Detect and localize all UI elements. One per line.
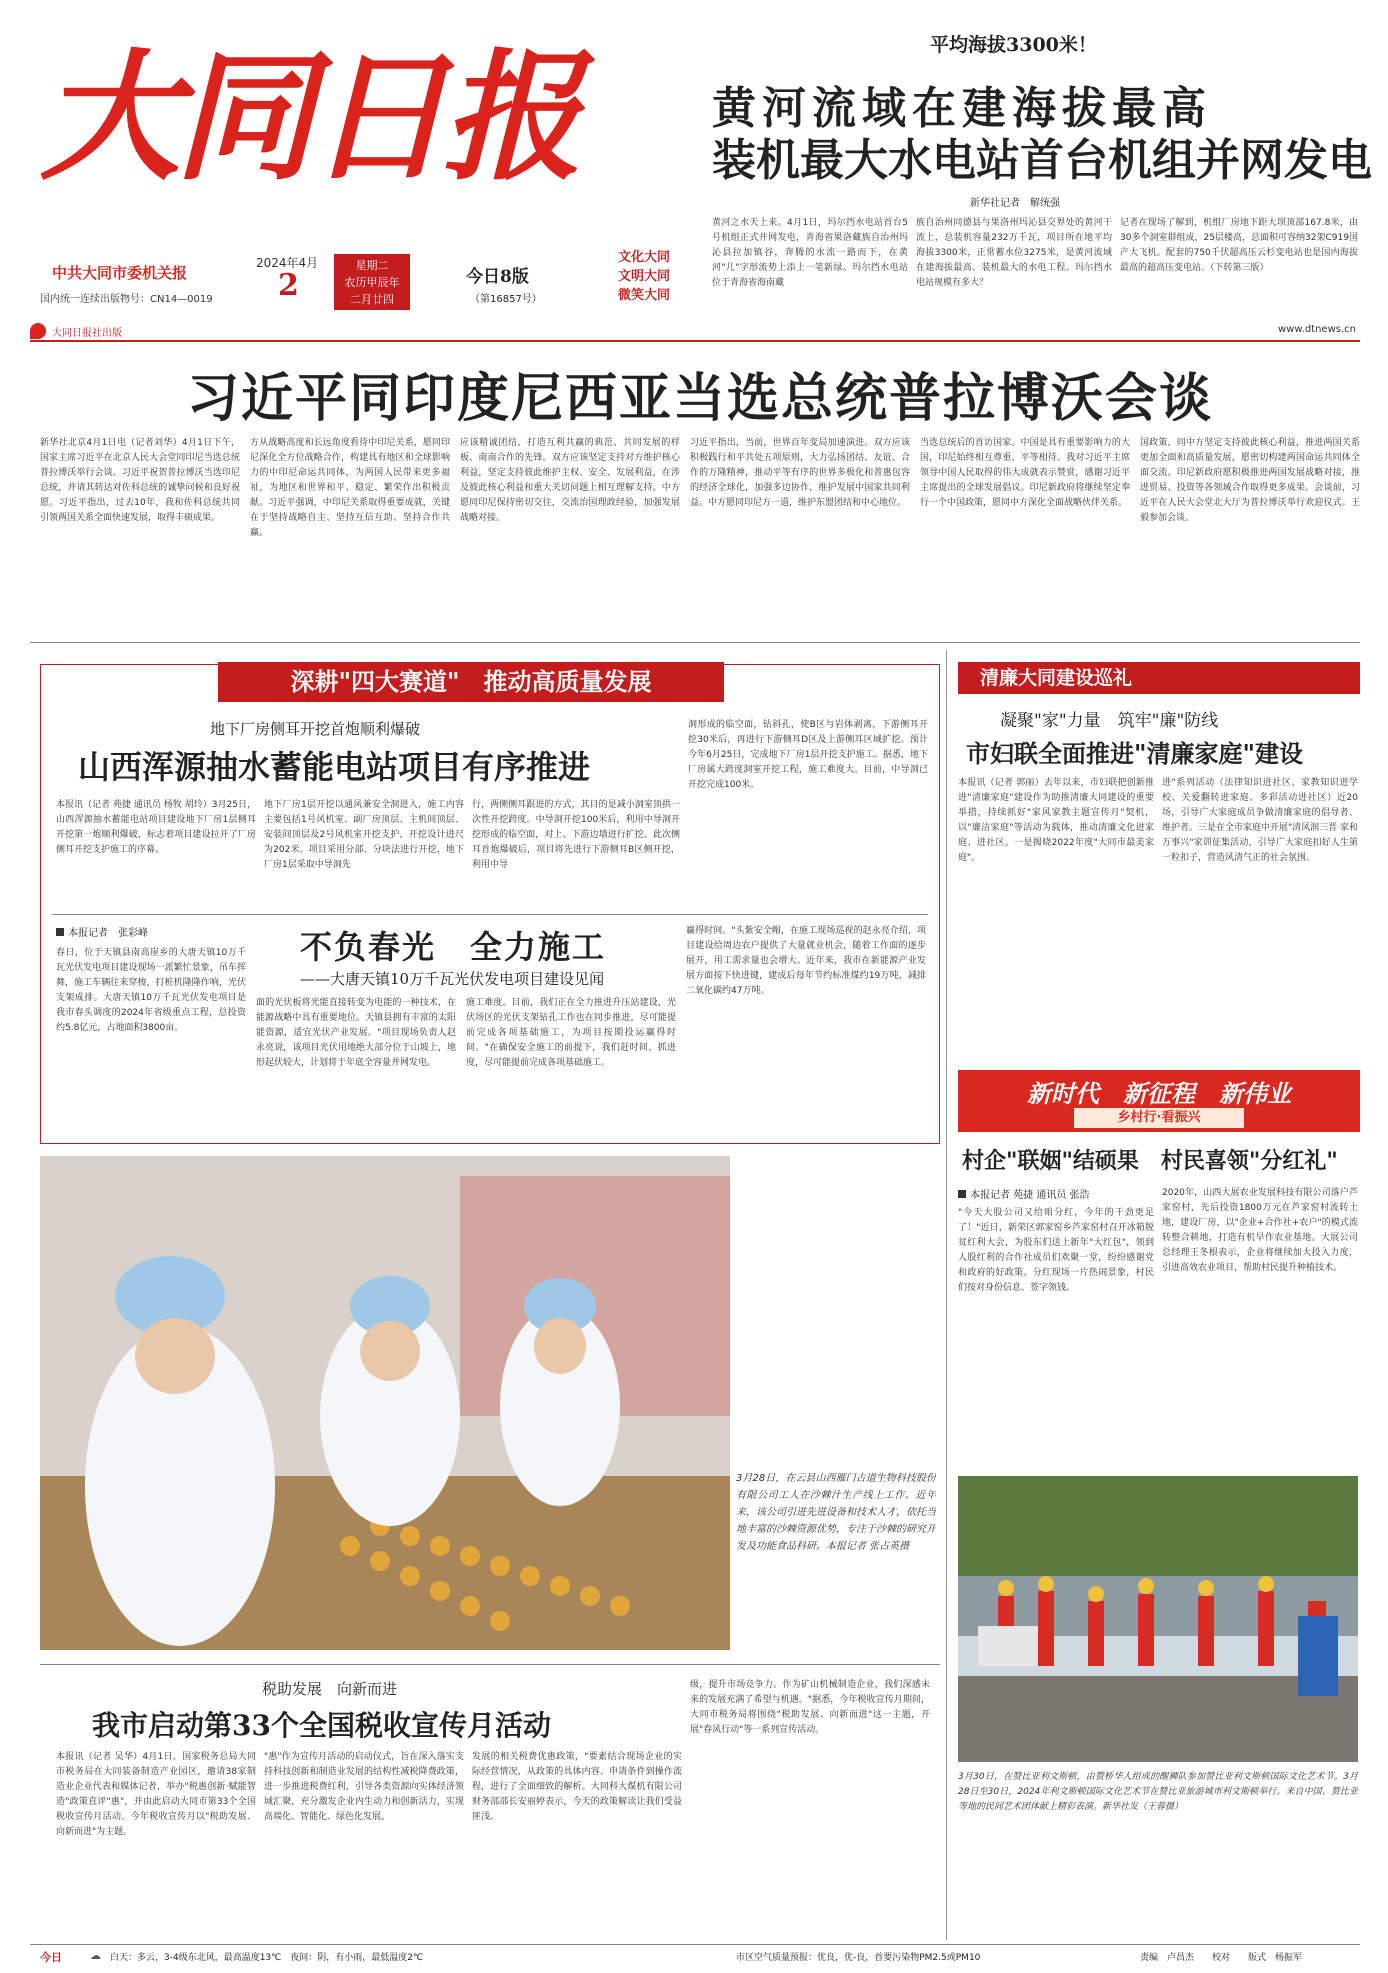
story2-col-3: 行，两侧侧耳跟进的方式，其目的是减小洞室顶拱一次性开挖跨度。中导洞开挖100米后，利用中导洞开挖形成的临空面，对上、下游边墙进行扩挖。此次侧耳首炮爆破后，项目将先进行下游侧耳B区侧开挖，利用中导 [472,800,680,870]
story2-col-2: 地下厂房1层开挖以通风兼安全洞进入，施工内容主要包括1号风机室、副厂房顶层、主机间顶层、安装间顶层及2号风机室开挖支护，开挖设计进尺为202米。项目采用分部、分块法进行开挖，地下厂房1层采取中导洞先 [264,800,464,870]
lead-col-5: 当选总统后的首访国家。中国是具有重要影响力的大国，印尼始终相互尊重、平等相待。我对习近平主席领导中国人民取得的伟大成就表示赞赏，感谢习近平主席提出的全球发展倡议。印尼新政府将继续坚定奉行一个中国政策，愿同中方深化全面战略伙伴关系。 [920,438,1130,508]
story3-byline-text: 本报记者 张彩峰 [68,928,148,939]
lead-col-3: 应该精诚团结，打造互利共赢的典范、共同发展的样板、南南合作的先锋。双方应该坚定支持对方维护核心利益，坚定支持彼此维护主权、安全、发展利益，在涉及彼此核心利益和重大关切问题上相互理解支持。中方愿同印尼保持密切交往，交流治国理政经验，加强发展战略对接。 [460,438,680,523]
right-banner-2-sub: 乡村行·看振兴 [1074,1108,1244,1128]
cn-number: 国内统一连续出版物号：CN14—0019 [40,294,213,305]
story2-kicker: 地下厂房侧耳开挖首炮顺利爆破 [210,720,421,738]
org-name: 中共大同市委机关报 [52,264,188,282]
slogan-1: 文化大同 [618,250,671,265]
square-bullet-icon-2 [958,1190,966,1198]
festival-photo-svg [958,1476,1358,1762]
divider-story2 [52,914,928,915]
footer-air: 市区空气质量预报：优良，优-良，首要污染物PM2.5或PM10 [736,1953,981,1963]
story4-col-1: 本报讯（记者 吴华）4月1日，国家税务总局大同市税务局在大同装备制造产业园区，邀请38家制造业企业代表和媒体记者，举办"税惠创新·赋能智造"政策直评"惠"，并由此启动大同市第33个全国税收宣传月活动。今年税收宣传月以"税助发展、向新而进"为主题。 [56,1752,256,1837]
flame-icon [30,323,46,339]
factory-photo [40,1156,730,1650]
right-headline: 市妇联全面推进"清廉家庭"建设 [966,739,1304,768]
story3-headline: 不负春光 全力施工 [300,928,607,966]
top-story-headline-2: 装机最大水电站首台机组并网发电 [712,135,1372,186]
story3-col-1: 春日，位于天镇县南高崖乡的大唐天镇10万千瓦光伏发电项目建设现场一派繁忙景象，吊车挥舞，施工车辆往来穿梭，打桩机隆隆作响，光伏支架成排。大唐天镇10万千瓦光伏发电项目是我市春头调度的2024年省级重点工程，总投资约5.8亿元，占地面积3800亩。 [56,948,246,1033]
story4-col-3: 发展的相关税费优惠政策，"要素结合现场企业的实际经营情况，从政策的具体内容、申请条件到操作流程，进行了全面细致的解析。大同科大煤机有限公司财务部部长安丽婷表示，今天的政策解读让我们受益匪浅。 [472,1752,682,1822]
press-bar [30,322,1360,342]
right-col-3: "今天大股公司又给咱分红，今年的干劲更足了！"近日，新荣区郭家窑乡芦家窑村召开冰箱脱贫红利大会，为股东们送上新年"大红包"，领到人股红利的合作社成员们欢聚一堂，纷纷感谢党和政府的好政策。分红现场一片热闹景象，村民们按对身份信息、签字领钱。 [958,1208,1154,1293]
right-col-1: 本报讯（记者 郭丽）去年以来，市妇联把创新推进"清廉家庭"建设作为助推清廉大同建设的重要举措，持续抓好"家风家教主题宣传月"契机，以"廉洁家庭"等活动为载体，推动清廉文化进家庭、进社区。一是揭晓2022年度"大同市最美家庭"。 [958,778,1154,863]
lunar-year: 农历甲辰年 [344,276,400,289]
website-link[interactable]: www.dtnews.cn [1278,324,1356,335]
lead-col-2: 方从战略高度和长远角度看待中印尼关系，愿同印尼深化全方位战略合作，构建具有地区和全球影响力的中印尼命运共同体，为两国人民带来更多福祉，为地区和世界和平、稳定、繁荣作出积极贡献。习近平强调，中印尼关系取得重要成就，关键在于坚持战略自主、坚持互信互助、坚持合作共赢。 [250,438,450,538]
story3-subhead: ——大唐天镇10万千瓦光伏发电项目建设见闻 [300,970,605,988]
slogan-2: 文明大同 [618,269,671,284]
right-col-4: 2020年，山西大展农业发展科技有限公司落户芦家窑村，先后投资1800万元在芦家窑村流转土地，建设厂房，以"企业+合作社+农户"的模式流转整合耕地，打造有机早作农业基地。大展公司总经理王冬根表示，企业将继续加大投入力度，引进高效农业项目，帮助村民提升种植技术。 [1162,1188,1358,1273]
story3-byline [56,924,148,939]
divider-story4 [40,1664,940,1665]
top-story-headline-1: 黄河流域在建海拔最高 [712,83,1212,134]
factory-photo-caption: 3月28日，在云县山西雁门古道生物科技股份有限公司工人在沙棘汁生产线上工作。近年来，该公司引进先进设备和技术人才，依托当地丰富的沙棘资源优势，专注于沙棘的研究开发及功能食品科研。本报记者 张占英摄 [736,1473,936,1552]
slogan-3: 微笑大同 [618,288,671,303]
weekday: 星期二 [355,259,389,272]
weekday-box [334,254,410,310]
story4-headline: 我市启动第33个全国税收宣传月活动 [92,1709,551,1742]
square-bullet-icon [56,928,64,936]
story3-col-3: 施工难度。目前，我们正在全力推进升压站建设，光伏场区的光伏支架钻孔工作也在同步推进，尽可能提前完成各项基础施工，为项目按期投运赢得时间。"在确保安全施工的前提下，我们赶时间、抓进度，尽可能提前完成各项基础施工。 [466,998,676,1068]
story2-col-1: 本报讯（记者 苑捷 通讯员 杨牧 胡玲）3月25日，山西浑源抽水蓄能电站项目建设地下厂房1层侧耳开挖第一炮顺利爆破，标志着项目建设拉开了厂房侧耳开挖支护施工的序幕。 [56,800,256,855]
footer-weather: 白天：多云，3-4级东北风，最高温度13℃ 夜间：阴，有小雨，最低温度2℃ [110,1953,424,1963]
lead-headline: 习近平同印度尼西亚当选总统普拉博沃会谈 [186,368,1213,429]
divider-lead [30,642,1360,643]
right-kicker: 凝聚"家"力量 筑牢"廉"防线 [1000,711,1219,731]
date-day: 2 [278,268,299,303]
story2-headline: 山西浑源抽水蓄能电站项目有序推进 [78,748,591,786]
lead-col-6: 国政策，同中方坚定支持彼此核心利益，推进两国关系更加全面和高质量发展，愿密切构建两国命运共同体全面交流。印尼新政府愿积极推进两国发展战略对接，推进贸易、投资等各领域合作取得更多成果。会谈前，习近平在人民大会堂北大厅为普拉博沃举行欢迎仪式。王毅参加会谈。 [1140,438,1360,523]
factory-photo-svg [40,1156,730,1650]
story4-col-4: 级，提升市场竞争力。作为矿山机械制造企业，我们深感未来的发展充满了希望与机遇。"据悉，今年税收宣传月期间，大同市税务局将围绕"税助发展、向新而进"这一主题，开展"春风行动"等一系列宣传活动。 [690,1680,930,1735]
right-col-2: 进"系列活动（法律知识进社区、家教知识进学校、关爱翻转进家庭、多彩活动进社区）近20场，引导广大家庭成员争做清廉家庭的倡导者、维护者。三是在全市家庭中开展"清风润三晋 家和万事兴"家训征集活动，引导广大家庭扣好人生第一粒扣子，营造风清气正的社会氛围。 [1162,778,1358,863]
right-byline-2-text: 本报记者 苑捷 通讯员 张浩 [970,1190,1090,1201]
footer-bar [30,1944,1360,1966]
top-story-kicker: 平均海拔3300米！ [930,34,1097,56]
right-banner-2 [958,1070,1360,1132]
date-line: 2024年4月 [256,256,319,270]
story3-col-2: 面的光伏板将光能直接转变为电能的一种技术，在能源战略中具有重要地位。天镇县拥有丰富的太阳能资源，适宜光伏产业发展。"项目现场负责人赵永亮说，该项目光伏用地绝大部分位于山坡上，地形起伏较大，计划将于年底全容量并网发电。 [256,998,456,1068]
pages-count: 今日8版 [466,267,529,287]
top-story-byline: 新华社记者 解统强 [970,198,1060,209]
festival-photo-caption: 3月30日，在赞比亚利文斯顿，由赞桥华人组成的醒狮队参加赞比亚利文斯顿国际文化艺术节。3月28日至30日，2024年利文斯顿国际文化艺术节在赞比亚旅游城市利文斯顿举行。来自中国、赞比亚等地的民间艺术团体献上精彩表演。新华社发（王蓉摄） [958,1772,1358,1812]
newspaper-logo: 大同日报 [40,36,577,200]
lunar-day: 二月廿四 [350,293,394,306]
lead-col-1: 新华社北京4月1日电（记者刘华）4月1日下午，国家主席习近平在北京人民大会堂同印尼当选总统普拉博沃举行会谈。习近平祝贺普拉博沃当选印尼总统，并请其转达对佐科总统的诚挚问候和良好祝愿。习近平指出，过去10年，我和佐科总统共同引领两国关系全面快速发展，取得丰硕成果。 [40,438,240,523]
weather-icon: ☁ [90,1949,101,1962]
story3-col-4: 赢得时间。"头紫安全帽，在施工现场巡视的赵永亮介绍，项目建设给周边农户提供了大量就业机会，随着工作面的逐步展开，用工需求量也会增大。近年来，我市在新能源产业发展方面按下快进键，建成后每年节约标准煤约19万吨，减排二氧化碳约47万吨。 [686,926,926,996]
section-banner: 深耕"四大赛道" 推动高质量发展 [218,662,724,702]
lead-col-4: 习近平指出，当前，世界百年变局加速演进。双方应该积极践行和平共处五项原则，大力弘扬团结、友谊、合作的万隆精神，推动平等有序的世界多极化和普惠包容的经济全球化，加强多边协作，维护发展中国家共同利益。中方愿同印尼方一道，维护东盟团结和中心地位。 [690,438,910,508]
right-banner-2-title: 新时代 新征程 新伟业 [1027,1079,1291,1108]
story4-col-2: "惠"作为宣传月活动的启动仪式，旨在深入落实支持科技创新和制造业发展的结构性减税降费政策，进一步推进税费红利，引导各类资源向实体经济领域汇聚，充分激发企业内生动力和创新活力，实现高端化、智能化、绿色化发展。 [264,1752,464,1822]
footer-today: 今日 [40,1951,62,1964]
top-story-col-2: 族自治州同德县与果洛州玛沁县交界处的黄河干流上，总装机容量232万千瓦，项目所在地平均海拔3300米，正常蓄水位3275米，是黄河流域在建海拔最高、装机最大的水电工程。玛尔挡水电站规模有多大？ [916,218,1112,288]
right-banner-1: 清廉大同建设巡礼 [958,662,1360,694]
story4-kicker: 税助发展 向新而进 [262,1680,398,1698]
right-headline-2: 村企"联姻"结硕果 村民喜领"分红礼" [962,1148,1338,1174]
right-column-divider [946,650,947,1940]
top-story-col-1: 黄河之水天上来。4月1日，玛尔挡水电站首台5号机组正式并网发电，青海省果洛藏族自治州玛沁县拉加镇谷，奔腾的水流一路而下，在黄河"几"字形流势上添上一笔新绿。玛尔挡水电站位于青海省海南藏 [712,218,908,288]
slogans [618,248,670,305]
press-label: 大同日报社出版 [52,328,122,339]
footer-editors: 责编 卢昌杰 校对 版式 杨振军 [1140,1953,1303,1963]
top-story-col-3: 记者在现场了解到，机组厂房地下距大坝顶部167.8米，由30多个洞室群组成，25层楼高，总面积可容纳32架C919国产大飞机。配套的750千伏超高压云杉变电站也是国内海拔最高的超高压变电站。（下转第三版） [1120,218,1358,273]
right-byline-2 [958,1186,1090,1201]
issue-number: （第16857号） [470,294,542,305]
festival-photo [958,1476,1358,1762]
story2-col-4: 洞形成的临空面，钻斜孔，使B区与岩体剥离，下游侧耳开挖30米后，再进行下游侧耳D区及上游侧耳区域扩挖。预计今年6月25日，完成地下厂房1层开挖支护施工。据悉，地下厂房属大跨度洞室开挖工程，施工难度大。目前，中导洞已开挖完成100米。 [688,720,928,790]
